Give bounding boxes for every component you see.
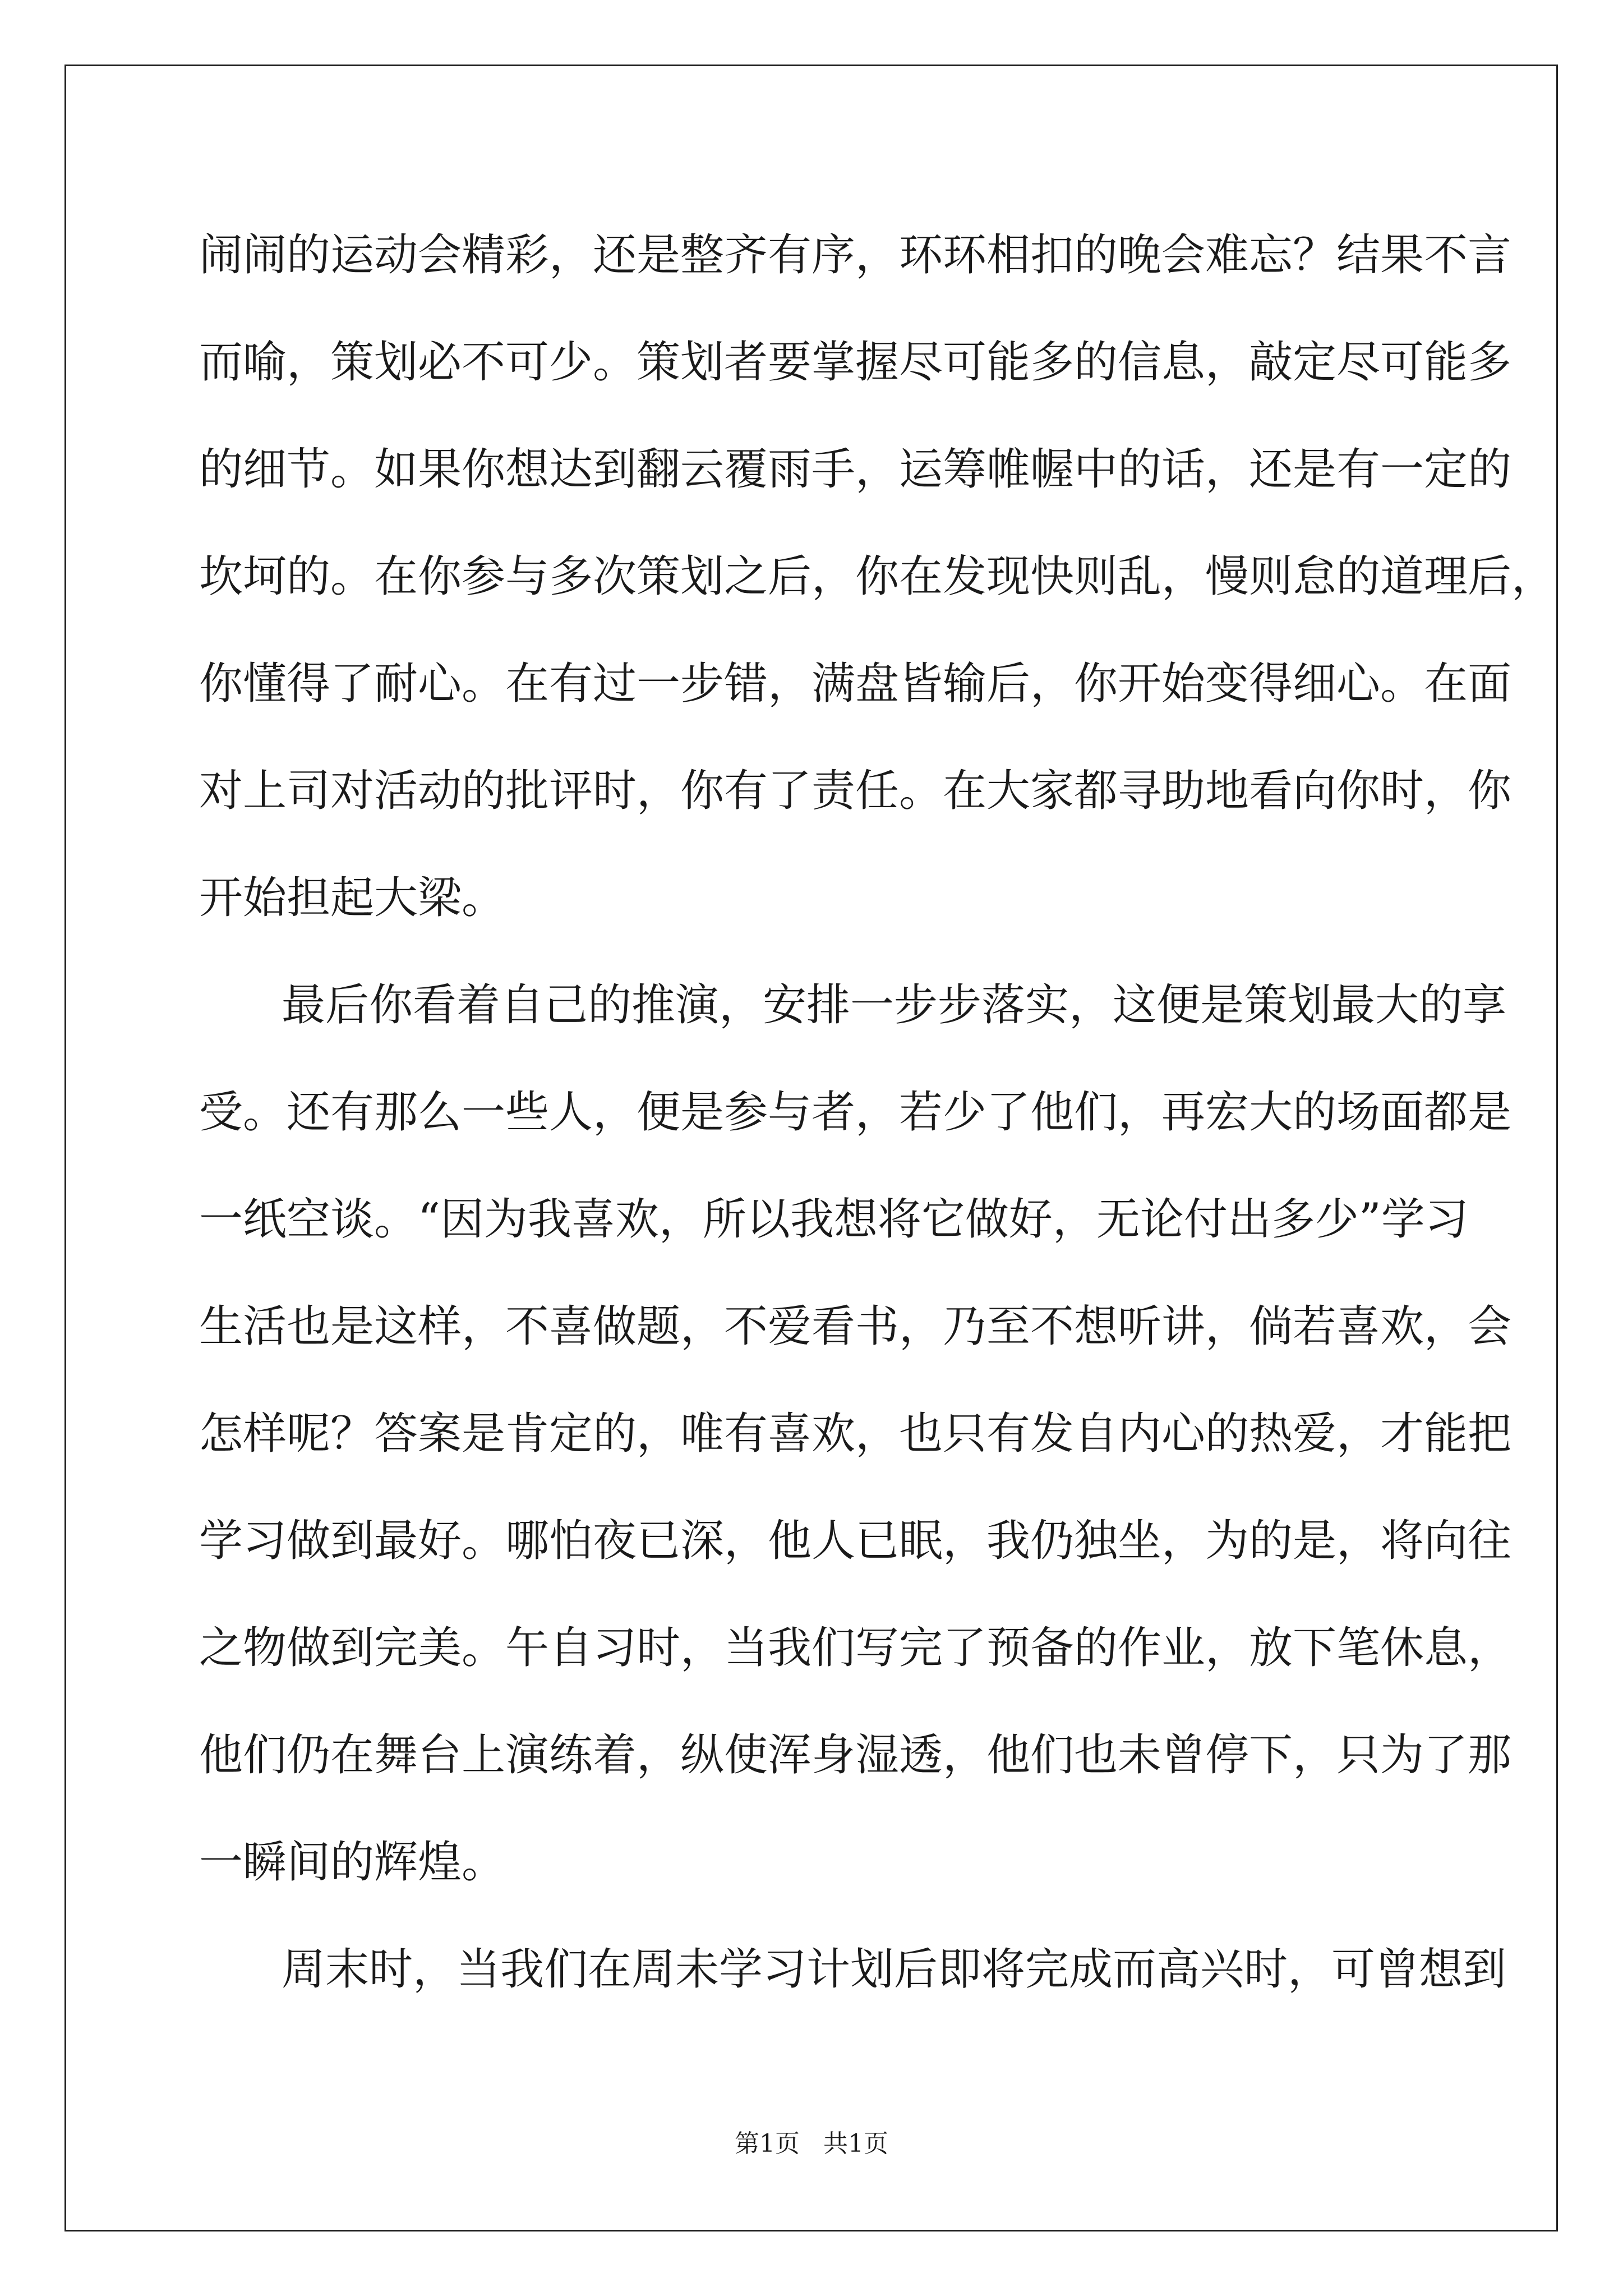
- text-line: 你懂得了耐心。在有过一步错，满盘皆输后，你开始变得细心。在面: [199, 659, 1512, 709]
- text-line: 怎样呢？答案是肯定的，唯有喜欢，也只有发自内心的热爱，才能把: [199, 1409, 1512, 1459]
- document-body: [199, 202, 1556, 2023]
- page-footer: [0, 2127, 1623, 2161]
- text-line: 一纸空谈。“因为我喜欢，所以我想将它做好，无论付出多少”学习: [199, 1194, 1469, 1245]
- text-line: 开始担起大梁。: [199, 873, 506, 923]
- text-line: 学习做到最好。哪怕夜已深，他人已眠，我仍独坐，为的是，将向往: [199, 1516, 1512, 1566]
- text-line: 之物做到完美。午自习时，当我们写完了预备的作业，放下笔休息，: [199, 1623, 1512, 1673]
- text-line: 而喻，策划必不可少。策划者要掌握尽可能多的信息，敲定尽可能多: [199, 337, 1512, 388]
- page-number: 第1页: [735, 2129, 800, 2158]
- page-total: 共1页: [823, 2129, 888, 2158]
- text-line: 一瞬间的辉煌。: [199, 1837, 506, 1888]
- text-line: 对上司对活动的批评时，你有了责任。在大家都寻助地看向你时，你: [199, 766, 1512, 816]
- text-line: 他们仍在舞台上演练着，纵使浑身湿透，他们也未曾停下，只为了那: [199, 1730, 1512, 1780]
- text-line: 的细节。如果你想达到翻云覆雨手，运筹帷幄中的话，还是有一定的: [199, 444, 1512, 495]
- text-line: 坎坷的。在你参与多次策划之后，你在发现快则乱，慢则怠的道理后，: [199, 551, 1556, 602]
- text-line: 受。还有那么一些人，便是参与者，若少了他们，再宏大的场面都是: [199, 1087, 1512, 1138]
- text-line: 周末时，当我们在周未学习计划后即将完成而高兴时，可曾想到: [282, 1944, 1507, 1995]
- text-line: 最后你看着自己的推演，安排一步步落实，这便是策划最大的享: [282, 980, 1507, 1030]
- text-line: 生活也是这样，不喜做题，不爱看书，乃至不想听讲，倘若喜欢，会: [199, 1301, 1512, 1352]
- text-line: 闹闹的运动会精彩，还是整齐有序，环环相扣的晚会难忘？结果不言: [199, 230, 1512, 280]
